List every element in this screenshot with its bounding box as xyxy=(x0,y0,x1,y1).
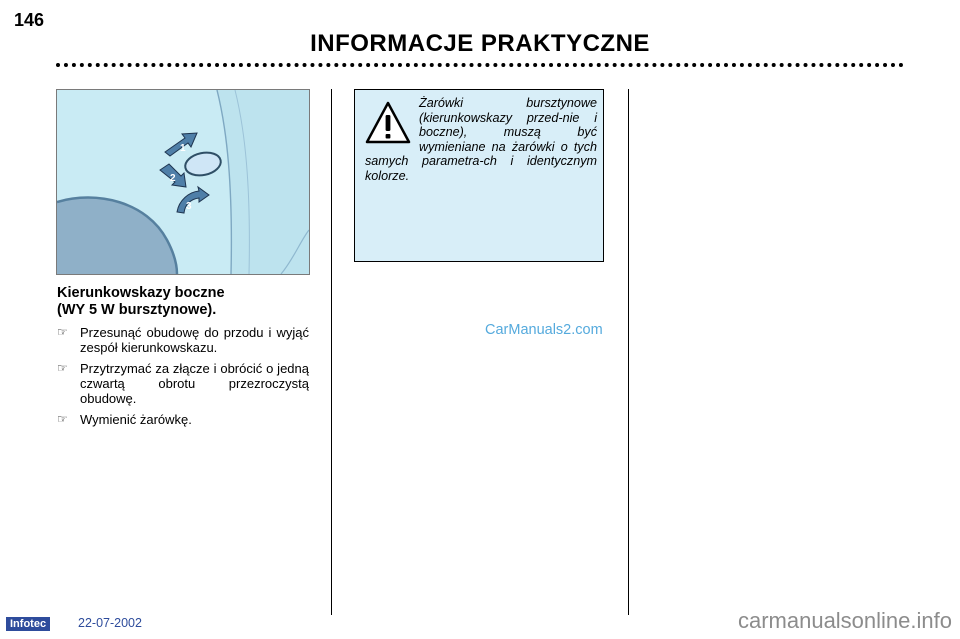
step-text: Przytrzymać za złącze i obrócić o jedną czwartą obrotu przezroczystą obudowę. xyxy=(80,361,309,406)
callout-label-1: 1 xyxy=(180,143,186,154)
page-number: 146 xyxy=(14,10,45,30)
section-heading-line-1: Kierunkowskazy boczne xyxy=(57,285,225,301)
step-text: Przesunąć obudowę do przodu i wyjąć zespół kierunkowskazu. xyxy=(80,325,309,355)
section-heading-line-2: (WY 5 W bursztynowe). xyxy=(57,302,217,318)
watermark-carmanualsonline: carmanualsonline.info xyxy=(737,608,952,633)
infotec-logo: Infotec xyxy=(6,617,50,631)
side-indicator-illustration xyxy=(56,89,310,275)
list-item xyxy=(57,412,309,427)
step-text: Wymienić żarówkę. xyxy=(80,412,192,427)
warning-text: Żarówki bursztynowe (kierunkowskazy przed-nie i boczne), muszą być wymieniane na żarówki o tych samych parametra-ch i identycznym kolorze. xyxy=(365,96,597,183)
warning-box xyxy=(354,89,604,262)
section-heading xyxy=(57,285,317,319)
pointing-hand-icon: ☞ xyxy=(57,325,68,339)
callout-label-2: 2 xyxy=(170,173,176,184)
watermark-carmanuals2: CarManuals2.com xyxy=(485,322,603,338)
column-divider-1 xyxy=(331,89,332,615)
print-date: 22-07-2002 xyxy=(78,616,142,630)
warning-triangle-icon xyxy=(365,100,411,146)
list-item xyxy=(57,361,309,406)
list-item xyxy=(57,325,309,355)
page-title: INFORMACJE PRAKTYCZNE xyxy=(310,30,650,57)
title-divider xyxy=(56,63,904,67)
instruction-steps xyxy=(57,325,309,433)
pointing-hand-icon: ☞ xyxy=(57,361,68,375)
car-side-panel-drawing xyxy=(57,90,309,274)
column-divider-2 xyxy=(628,89,629,615)
callout-label-3: 3 xyxy=(186,201,192,212)
pointing-hand-icon: ☞ xyxy=(57,412,68,426)
